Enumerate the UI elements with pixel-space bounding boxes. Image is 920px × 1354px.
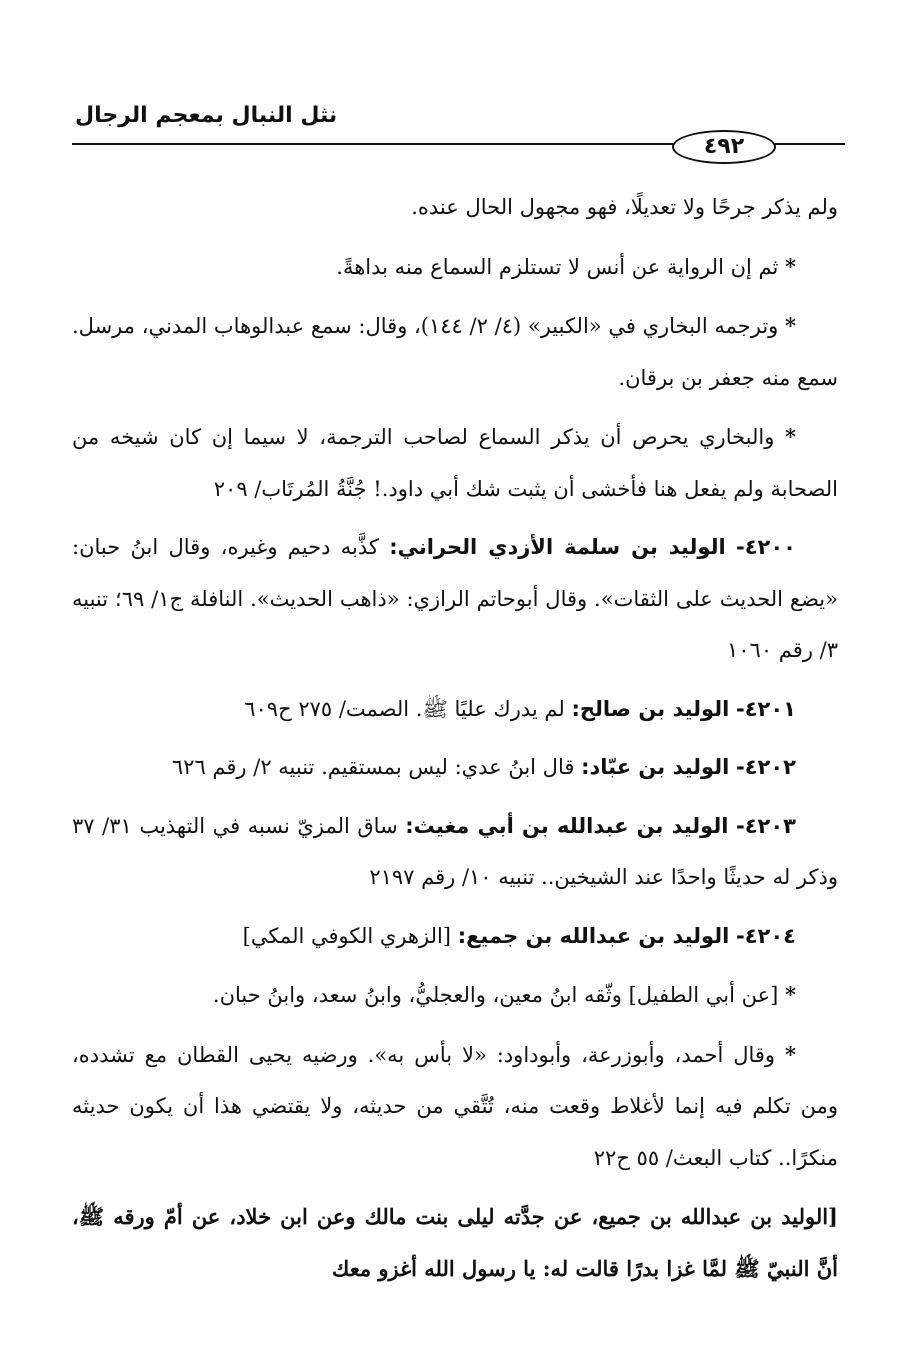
entry-4204: [72, 911, 838, 963]
asterisk-bullet: *: [785, 313, 796, 338]
note-paragraph: [72, 969, 838, 1022]
entry-text: ساق المزيّ نسبه في التهذيب ٣١/ ٣٧ وذكر له حديثًا واحدًا عند الشيخين.. تنبيه ١٠/ رقم ٢١٩٧: [72, 813, 838, 889]
entry-4201: [72, 684, 838, 736]
entry-name: الوليد بن عبّاد:: [581, 755, 730, 779]
paragraph-text: والبخاري يحرص أن يذكر السماع لصاحب الترجمة، لا سيما إن كان شيخه من الصحابة ولم يفعل هنا فأخشى أن يثبت شك أبي داود.! جُنَّةُ المُرتَاب/ ٢٠٩: [72, 425, 838, 501]
entry-text: [الزهري الكوفي المكي]: [242, 923, 451, 948]
note-paragraph: [72, 300, 838, 404]
entry-name: الوليد بن عبدالله بن جميع:: [457, 923, 730, 948]
asterisk-bullet: *: [785, 253, 796, 279]
paragraph-text: [الوليد بن عبدالله بن جميع، عن جدَّته ليلى بنت مالك وعن ابن خلاد، عن أمّ ورقه ﷺ، أنَّ النبيّ ﷺ لمَّا غزا بدرًا قالت له: يا رسول الله أغزو معك: [72, 1204, 838, 1281]
entry-4202: [72, 742, 838, 794]
asterisk-bullet: *: [785, 1041, 796, 1067]
entry-number: ٤٢٠١-: [736, 696, 796, 721]
entry-number: ٤٢٠٠-: [736, 535, 796, 559]
entry-name: الوليد بن عبدالله بن أبي مغيث:: [405, 813, 729, 838]
paragraph-text: ثم إن الرواية عن أنس لا تستلزم السماع منه بداهةً.: [336, 254, 779, 279]
note-paragraph: [72, 1029, 838, 1185]
paragraph-text: ولم يذكر جرحًا ولا تعديلًا، فهو مجهول الحال عنده.: [411, 195, 838, 219]
entry-name: الوليد بن سلمة الأزدي الحراني:: [389, 535, 726, 559]
note-paragraph: [72, 411, 838, 515]
paragraph-text: وترجمه البخاري في «الكبير» (٤/ ٢/ ١٤٤)، وقال: سمع عبدالوهاب المدني، مرسل. سمع منه جعفر بن برقان.: [72, 314, 838, 390]
entry-text: قال ابنُ عدي: ليس بمستقيم. تنبيه ٢/ رقم ٦٢٦: [171, 755, 575, 779]
entry-text: لم يدرك عليًا ﷺ. الصمت/ ٢٧٥ ح٦٠٩: [244, 696, 565, 721]
running-head-title: نثل النبال بمعجم الرجال: [75, 103, 338, 128]
quoted-hadith-paragraph: [72, 1191, 838, 1294]
page-number: ٤٩٢: [672, 130, 776, 164]
entry-4203: [72, 801, 838, 904]
page-body: [72, 182, 838, 1294]
entry-number: ٤٢٠٣-: [736, 813, 796, 838]
entry-text: كذَّبه دحيم وغيره، وقال ابنُ حبان: «يضع الحديث على الثقات». وقال أبوحاتم الرازي: «ذاهب الحديث». النافلة ج١/ ٦٩؛ تنبيه ٣/ رقم ١٠٦٠: [72, 535, 838, 662]
asterisk-bullet: *: [785, 424, 796, 449]
entry-name: الوليد بن صالح:: [571, 696, 730, 721]
entry-number: ٤٢٠٢-: [736, 755, 796, 779]
entry-number: ٤٢٠٤-: [736, 923, 796, 948]
paragraph: [72, 182, 838, 234]
paragraph-text: وقال أحمد، وأبوزرعة، وأبوداود: «لا بأس به». ورضيه يحيى القطان مع تشدده، ومن تكلم فيه إنما لأغلاط وقعت منه، تُتَّقي من حديثه، ولا يقتضي هذا أن يكون حديثه منكرًا.. كتاب البعث/ ٥٥ ح٢٢: [72, 1042, 838, 1170]
entry-4200: [72, 522, 838, 677]
note-paragraph: [72, 241, 838, 294]
asterisk-bullet: *: [785, 982, 796, 1007]
paragraph-text: [عن أبي الطفيل] وثّقه ابنُ معين، والعجليُّ، وابنُ سعد، وابنُ حبان.: [212, 983, 779, 1007]
